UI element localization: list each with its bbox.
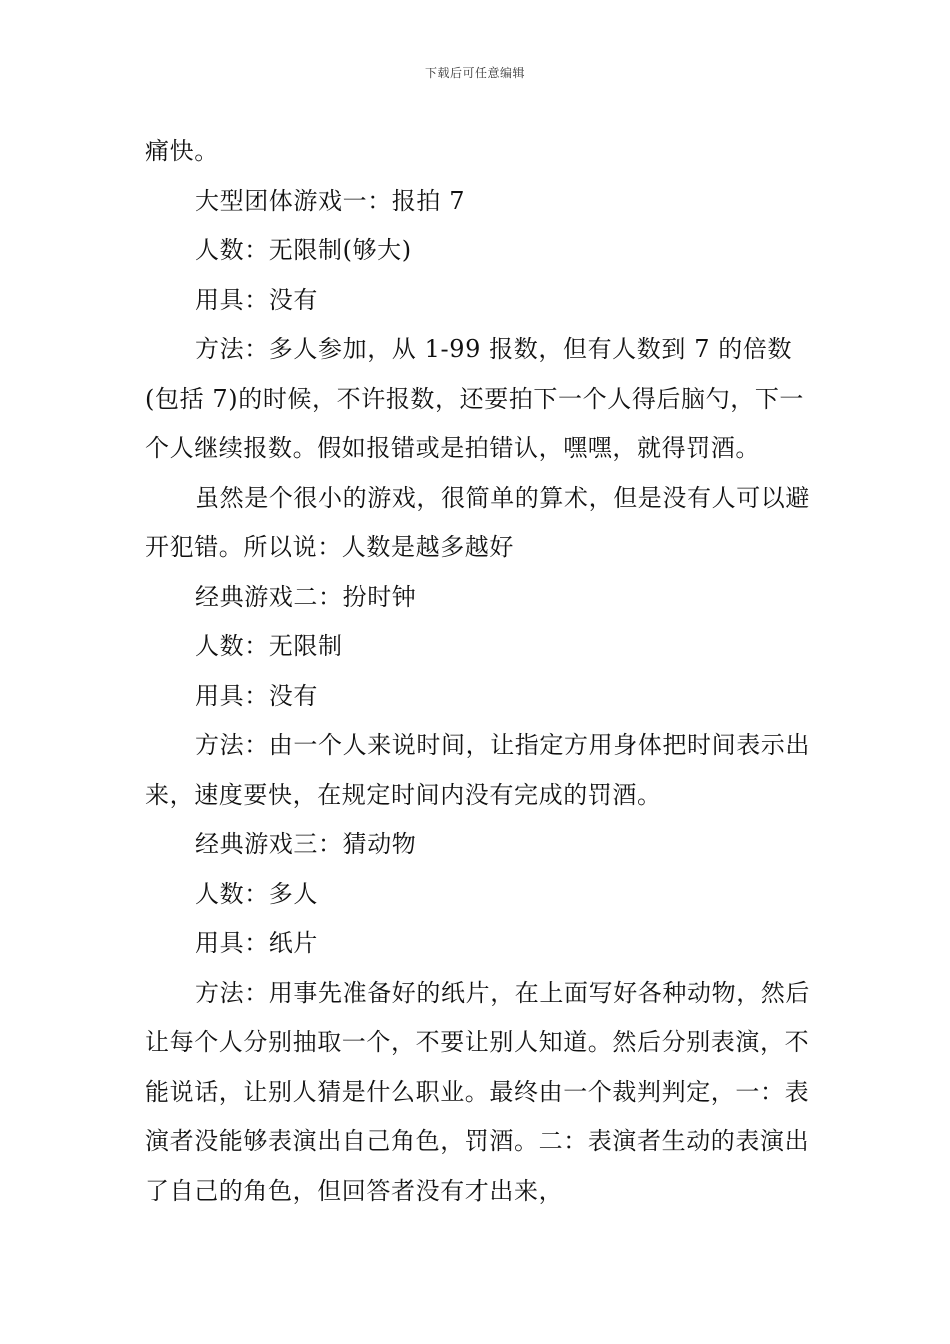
game-one-title: 大型团体游戏一：报拍 7 bbox=[195, 186, 466, 215]
game-one-props: 用具：没有 bbox=[195, 285, 318, 314]
game-one-players: 人数：无限制(够大) bbox=[195, 236, 412, 264]
document-body bbox=[145, 127, 810, 1216]
game-two-props: 用具：没有 bbox=[195, 681, 318, 710]
game-three-props: 用具：纸片 bbox=[195, 929, 318, 957]
paragraph-continuation: 痛快。 bbox=[145, 137, 219, 165]
game-two-players: 人数：无限制 bbox=[195, 632, 343, 660]
game-one-method: 方法：多人参加，从 1-99 报数，但有人数到 7 的倍数(包括 7)的时候，不许报数，还要拍下一个人得后脑勺，下一个人继续报数。假如报错或是拍错认，嘿嘿，就得罚酒。 bbox=[145, 335, 805, 462]
game-two-title: 经典游戏二：扮时钟 bbox=[195, 582, 417, 611]
game-three-title: 经典游戏三：猜动物 bbox=[195, 830, 417, 858]
game-three-players: 人数：多人 bbox=[195, 879, 318, 908]
game-three-method: 方法：用事先准备好的纸片，在上面写好各种动物，然后让每个人分别抽取一个，不要让别人知道。然后分别表演，不能说话，让别人猜是什么职业。最终由一个裁判判定，一：表演者没能够表演出自己角色，罚酒。二：表演者生动的表演出了自己的角色，但回答者没有才出来， bbox=[145, 978, 810, 1205]
page-header: 下载后可任意编辑 bbox=[424, 66, 525, 80]
game-two-method: 方法：由一个人来说时间，让指定方用身体把时间表示出来，速度要快，在规定时间内没有完成的罚酒。 bbox=[145, 731, 810, 809]
game-one-note: 虽然是个很小的游戏，很简单的算术，但是没有人可以避开犯错。所以说：人数是越多越好 bbox=[145, 483, 810, 561]
